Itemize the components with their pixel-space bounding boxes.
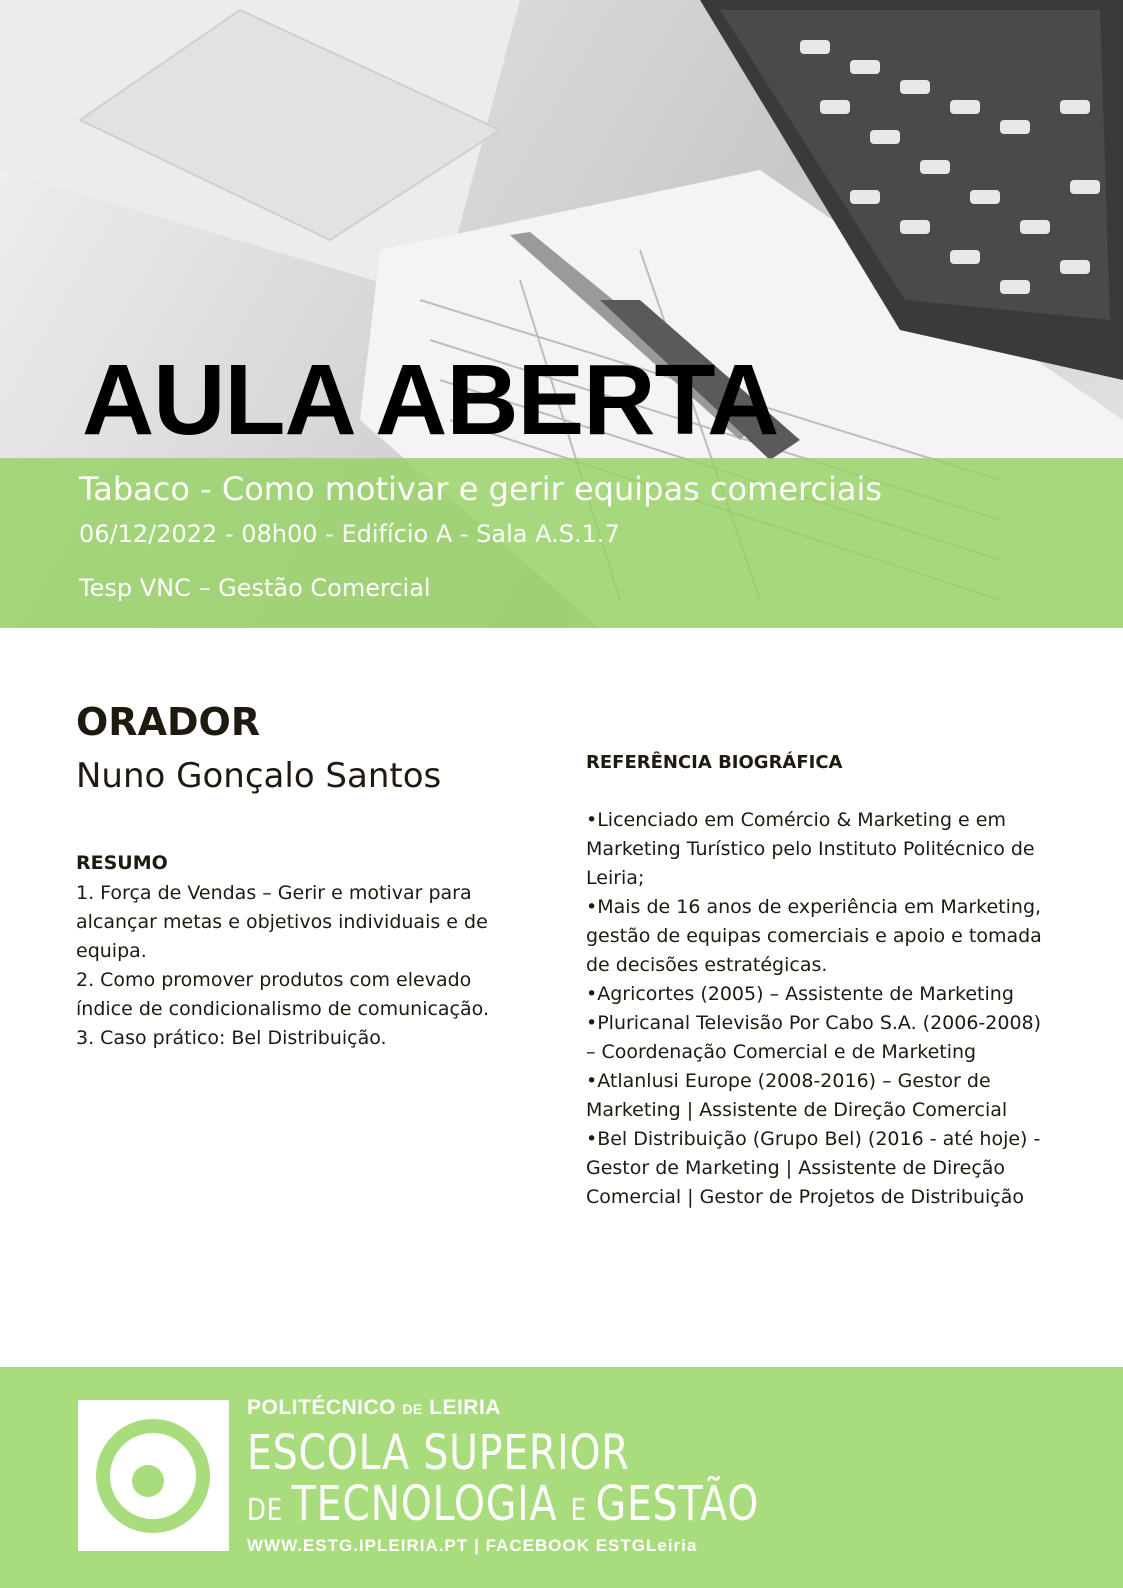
biography-item: •Licenciado em Comércio & Marketing e em Marketing Turístico pelo Instituto Politécnico de Leiria; bbox=[586, 809, 1035, 889]
website-link[interactable]: WWW.ESTG.IPLEIRIA.PT bbox=[247, 1536, 469, 1555]
event-date-location: 06/12/2022 - 08h00 - Edifício A - Sala A.S.1.7 bbox=[79, 520, 620, 548]
event-title: Tabaco - Como motivar e gerir equipas comerciais bbox=[79, 470, 883, 508]
polytechnic-name-small: DE bbox=[402, 1401, 423, 1417]
summary-label: RESUMO bbox=[76, 852, 168, 874]
biography-item: •Mais de 16 anos de experiência em Marketing, gestão de equipas comerciais e apoio e tomada de decisões estratégicas. bbox=[586, 896, 1042, 976]
polytechnic-name-b: LEIRIA bbox=[422, 1396, 501, 1419]
school-name-part-a: TECNOLOGIA bbox=[291, 1476, 571, 1532]
school-name-line1: ESCOLA SUPERIOR bbox=[247, 1425, 630, 1481]
main-title: AULA ABERTA bbox=[82, 344, 779, 456]
speaker-label: ORADOR bbox=[76, 700, 261, 744]
summary-item: 1. Força de Vendas – Gerir e motivar para alcançar metas e objetivos individuais e de equipa. bbox=[76, 882, 488, 962]
summary-list bbox=[76, 879, 526, 1053]
summary-item: 3. Caso prático: Bel Distribuição. bbox=[76, 1027, 387, 1049]
biography-item: •Bel Distribuição (Grupo Bel) (2016 - até hoje) - Gestor de Marketing | Assistente de Direção Comercial | Gestor de Projetos de Distribuição bbox=[586, 1128, 1041, 1208]
biography-item: •Pluricanal Televisão Por Cabo S.A. (2006-2008) – Coordenação Comercial e de Marketing bbox=[586, 1012, 1042, 1063]
school-name-part-b: GESTÃO bbox=[595, 1476, 760, 1532]
estg-logo-icon bbox=[78, 1400, 229, 1551]
polytechnic-name-a: POLITÉCNICO bbox=[247, 1396, 403, 1419]
school-name-small-a: DE bbox=[247, 1493, 292, 1528]
summary-item: 2. Como promover produtos com elevado índice de condicionalismo de comunicação. bbox=[76, 969, 489, 1020]
biography-list bbox=[586, 806, 1056, 1212]
speaker-name: Nuno Gonçalo Santos bbox=[76, 756, 442, 796]
school-name-small-b: E bbox=[570, 1493, 596, 1528]
polytechnic-name bbox=[247, 1396, 501, 1420]
event-course: Tesp VNC – Gestão Comercial bbox=[79, 574, 431, 602]
school-links bbox=[247, 1536, 703, 1556]
biography-label: REFERÊNCIA BIOGRÁFICA bbox=[586, 752, 843, 773]
school-name-line2 bbox=[247, 1476, 759, 1532]
facebook-link[interactable]: | FACEBOOK ESTGLeiria bbox=[474, 1536, 698, 1555]
biography-item: •Agricortes (2005) – Assistente de Marketing bbox=[586, 983, 1014, 1005]
biography-item: •Atlanlusi Europe (2008-2016) – Gestor de Marketing | Assistente de Direção Comercial bbox=[586, 1070, 1008, 1121]
